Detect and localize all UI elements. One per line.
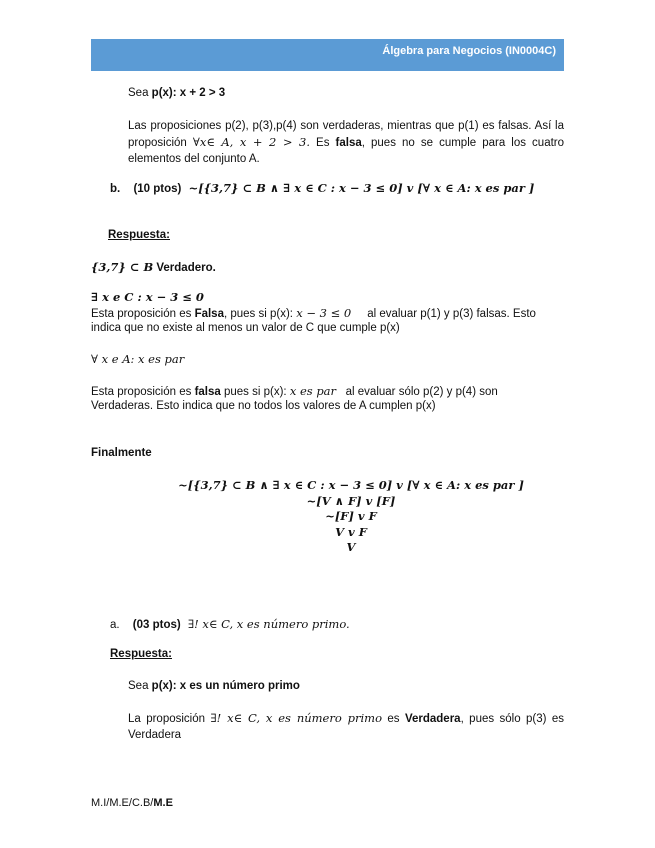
derivation-block xyxy=(91,478,611,556)
claim-exists-line1: Esta proposición es Falsa, pues si p(x): x − 3 ≤ 0 al evaluar p(1) y p(3) falsas. Esto xyxy=(91,306,536,320)
proposition-paragraph-1: Las proposiciones p(2), p(3),p(4) son verdaderas, mientras que p(1) es falsas. Así la proposición ∀x∈ A, x + 2 > 3. Es falsa, pues no se cumple para los cuatro elementos del conjunto A. xyxy=(128,120,565,165)
respuesta-heading-2: Respuesta: xyxy=(110,648,172,660)
header-band xyxy=(91,39,564,71)
derivation-step: ~[V ∧ F] v [F] xyxy=(306,493,396,508)
question-a: a. (03 ptos) ∃! x∈ C, x es número primo. xyxy=(110,617,350,631)
sea-px-line-2: Sea p(x): x es un número primo xyxy=(128,680,300,692)
derivation-step: ~[F] v F xyxy=(325,509,377,523)
claim-forall-line2: Verdaderas. Esto indica que no todos los valores de A cumplen p(x) xyxy=(91,400,436,412)
finalmente-label: Finalmente xyxy=(91,447,152,459)
question-b: b. (10 ptos) ~[{3,7} ⊂ B ∧ ∃ x ∈ C : x − 3 ≤ 0] v [∀ x ∈ A: x es par ] xyxy=(110,181,535,195)
header-title: Álgebra para Negocios (IN0004C) xyxy=(382,45,556,57)
claim-exists-line2: indica que no existe al menos un valor de C que cumple p(x) xyxy=(91,322,400,334)
derivation-step: V xyxy=(346,540,356,554)
claim-subset: {3,7} ⊂ B Verdadero. xyxy=(91,260,216,274)
proposition-paragraph-2: La proposición ∃! x∈ C, x es número primo es Verdadera, pues sólo p(3) es Verdadera xyxy=(128,711,565,741)
footer: M.I/M.E/C.B/M.E xyxy=(91,797,173,809)
derivation-step: V v F xyxy=(335,524,367,539)
sea-px-line: Sea p(x): x + 2 > 3 xyxy=(128,87,226,99)
claim-forall-line1: Esta proposición es falsa pues si p(x): x es par al evaluar sólo p(2) y p(4) son xyxy=(91,384,498,398)
claim-exists-heading: ∃ x e C : x − 3 ≤ 0 xyxy=(91,290,204,304)
derivation-step: ~[{3,7} ⊂ B ∧ ∃ x ∈ C : x − 3 ≤ 0] v [∀ x ∈ A: x es par ] xyxy=(178,478,524,492)
claim-forall-heading: ∀ x e A: x es par xyxy=(91,352,185,366)
respuesta-heading-1: Respuesta: xyxy=(108,229,170,241)
